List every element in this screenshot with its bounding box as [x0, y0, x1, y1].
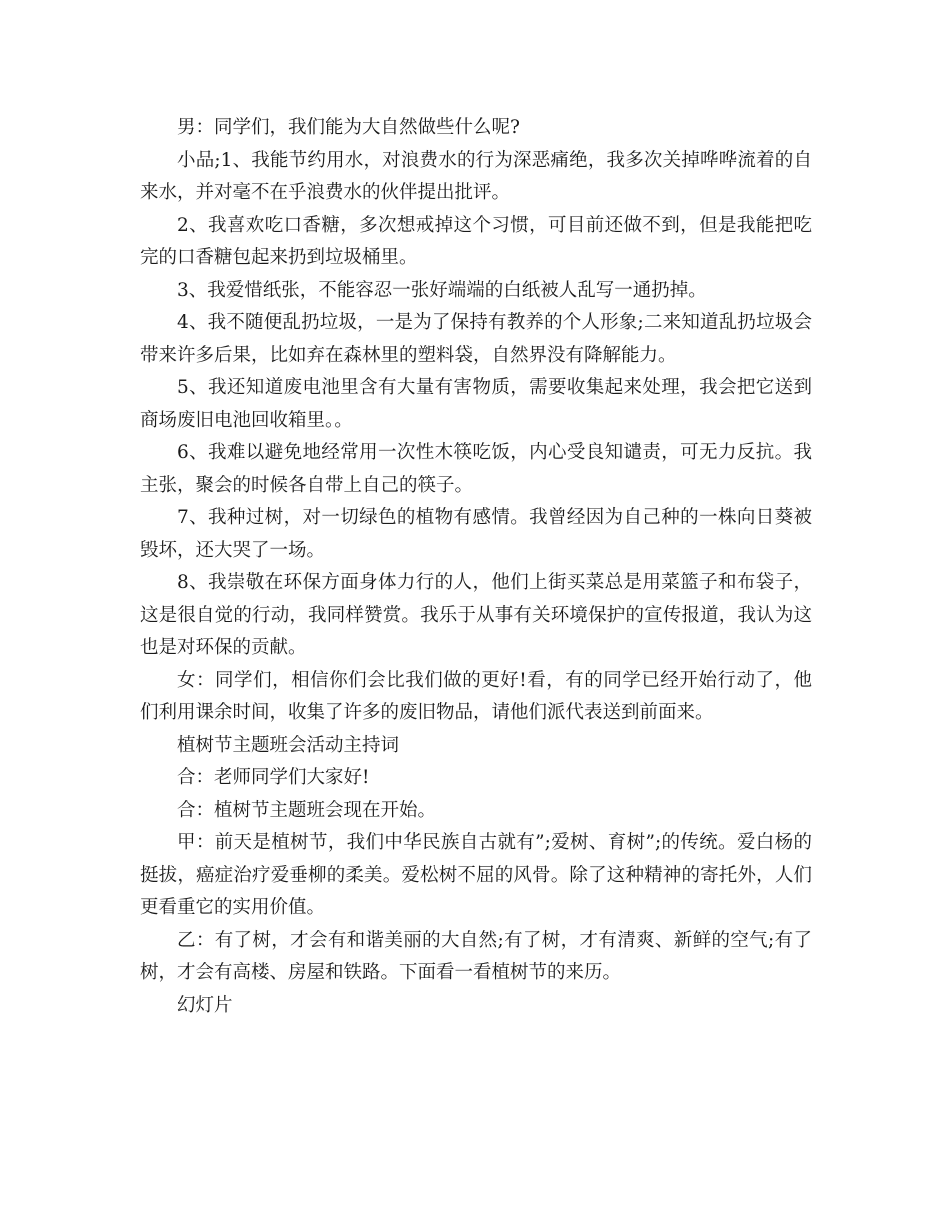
paragraph: 男：同学们，我们能为大自然做些什么呢? — [177, 117, 520, 138]
paragraph: 6、我难以避免地经常用一次性木筷吃饭，内心受良知谴责，可无力反抗。我主张，聚会的时候各自带上自己的筷子。 — [140, 442, 812, 496]
paragraph: 甲：前天是植树节，我们中华民族自古就有”;爱树、育树”;的传统。爱白杨的挺拔，癌症治疗爱垂柳的柔美。爱松树不屈的风骨。除了这种精神的寄托外，人们更看重它的实用价值。 — [140, 832, 812, 918]
paragraph: 合：老师同学们大家好! — [177, 767, 370, 788]
paragraph: 乙：有了树，才会有和谐美丽的大自然;有了树，才有清爽、新鲜的空气;有了树，才会有高楼、房屋和铁路。下面看一看植树节的来历。 — [140, 929, 812, 983]
paragraph: 2、我喜欢吃口香糖，多次想戒掉这个习惯，可目前还做不到，但是我能把吃完的口香糖包起来扔到垃圾桶里。 — [140, 214, 812, 268]
paragraph: 8、我崇敬在环保方面身体力行的人，他们上街买菜总是用菜篮子和布袋子，这是很自觉的行动，我同样赞赏。我乐于从事有关环境保护的宣传报道，我认为这也是对环保的贡献。 — [140, 572, 812, 658]
paragraph: 小品;1、我能节约用水，对浪费水的行为深恶痛绝，我多次关掉哗哗流着的自来水，并对毫不在乎浪费水的伙伴提出批评。 — [140, 149, 812, 203]
paragraph: 合：植树节主题班会现在开始。 — [177, 799, 437, 821]
document-body — [140, 112, 812, 1022]
paragraph: 3、我爱惜纸张，不能容忍一张好端端的白纸被人乱写一通扔掉。 — [177, 279, 707, 301]
paragraph: 幻灯片 — [177, 994, 233, 1016]
paragraph: 4、我不随便乱扔垃圾，一是为了保持有教养的个人形象;二来知道乱扔垃圾会带来许多后果，比如弃在森林里的塑料袋，自然界没有降解能力。 — [140, 312, 812, 366]
paragraph: 5、我还知道废电池里含有大量有害物质，需要收集起来处理，我会把它送到商场废旧电池回收箱里。。 — [140, 377, 812, 431]
paragraph: 女：同学们，相信你们会比我们做的更好!看，有的同学已经开始行动了，他们利用课余时间，收集了许多的废旧物品，请他们派代表送到前面来。 — [140, 669, 812, 723]
section-heading: 植树节主题班会活动主持词 — [177, 734, 400, 756]
paragraph: 7、我种过树，对一切绿色的植物有感情。我曾经因为自己种的一株向日葵被毁坏，还大哭了一场。 — [140, 507, 812, 561]
